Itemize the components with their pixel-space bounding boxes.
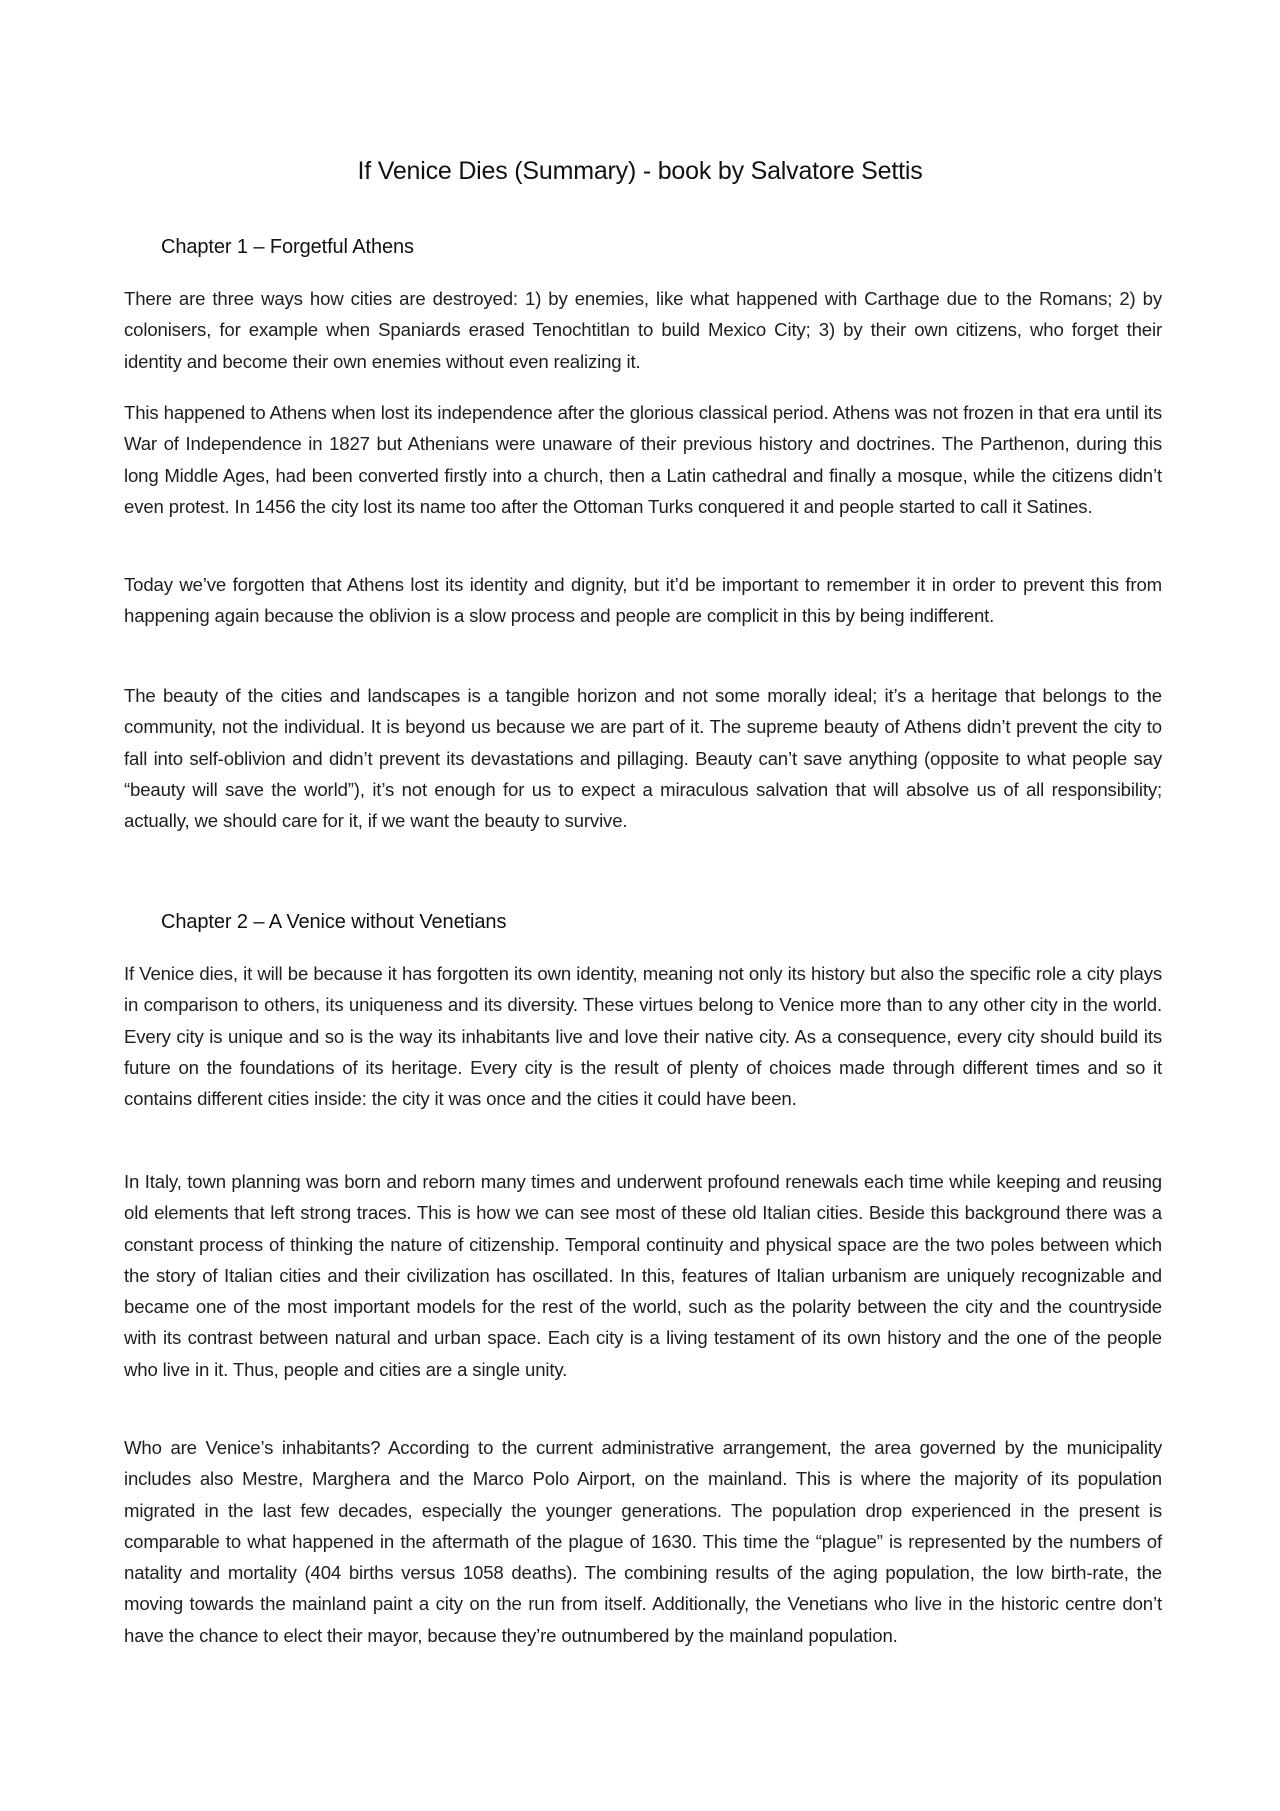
chapter-2-heading: Chapter 2 – A Venice without Venetians bbox=[161, 911, 507, 933]
chapter-1-paragraph-3: Today we’ve forgotten that Athens lost its identity and dignity, but it’d be important to remember it in order to prevent this from happening again because the oblivion is a slow process and people are complicit in this by being indifferent. bbox=[124, 574, 1162, 627]
chapter-1-paragraph-2: This happened to Athens when lost its independence after the glorious classical period. Athens was not frozen in that era until its War of Independence in 1827 but Athenians were unaware of their previous history and doctrines. The Parthenon, during this long Middle Ages, had been converted firstly into a church, then a Latin cathedral and finally a mosque, while the citizens didn’t even protest. In 1456 the city lost its name too after the Ottoman Turks conquered it and people started to call it Satines. bbox=[124, 402, 1162, 517]
chapter-1-paragraph-1: There are three ways how cities are destroyed: 1) by enemies, like what happened with Carthage due to the Romans; 2) by colonisers, for example when Spaniards erased Tenochtitlan to build Mexico City; 3) by their own citizens, who forget their identity and become their own enemies without even realizing it. bbox=[124, 288, 1162, 372]
chapter-2-paragraph-3: Who are Venice’s inhabitants? According to the current administrative arrangement, the area governed by the municipality includes also Mestre, Marghera and the Marco Polo Airport, on the mainland. This is where the majority of its population migrated in the last few decades, especially the younger generations. The population drop experienced in the present is comparable to what happened in the aftermath of the plague of 1630. This time the “plague” is represented by the numbers of natality and mortality (404 births versus 1058 deaths). The combining results of the aging population, the low birth-rate, the moving towards the mainland paint a city on the run from itself. Additionally, the Venetians who live in the historic centre don’t have the chance to elect their mayor, because they’re outnumbered by the mainland population. bbox=[124, 1437, 1162, 1646]
chapter-1-paragraph-4: The beauty of the cities and landscapes is a tangible horizon and not some morally ideal; it’s a heritage that belongs to the community, not the individual. It is beyond us because we are part of it. The supreme beauty of Athens didn’t prevent the city to fall into self-oblivion and didn’t prevent its devastations and pillaging. Beauty can’t save anything (opposite to what people say “beauty will save the world”), it’s not enough for us to expect a miraculous salvation that will absolve us of all responsibility; actually, we should care for it, if we want the beauty to survive. bbox=[124, 685, 1162, 832]
document-title: If Venice Dies (Summary) - book by Salvatore Settis bbox=[357, 157, 923, 185]
chapter-1-heading: Chapter 1 – Forgetful Athens bbox=[161, 236, 414, 258]
chapter-2-paragraph-1: If Venice dies, it will be because it has forgotten its own identity, meaning not only its history but also the specific role a city plays in comparison to others, its uniqueness and its diversity. These virtues belong to Venice more than to any other city in the world. Every city is unique and so is the way its inhabitants live and love their native city. As a consequence, every city should build its future on the foundations of its heritage. Every city is the result of plenty of choices made through different times and so it contains different cities inside: the city it was once and the cities it could have been. bbox=[124, 963, 1162, 1110]
chapter-2-paragraph-2: In Italy, town planning was born and reborn many times and underwent profound renewals each time while keeping and reusing old elements that left strong traces. This is how we can see most of these old Italian cities. Beside this background there was a constant process of thinking the nature of citizenship. Temporal continuity and physical space are the two poles between which the story of Italian cities and their civilization has oscillated. In this, features of Italian urbanism are uniquely recognizable and became one of the most important models for the rest of the world, such as the polarity between the city and the countryside with its contrast between natural and urban space. Each city is a living testament of its own history and the one of the people who live in it. Thus, people and cities are a single unity. bbox=[124, 1171, 1162, 1380]
